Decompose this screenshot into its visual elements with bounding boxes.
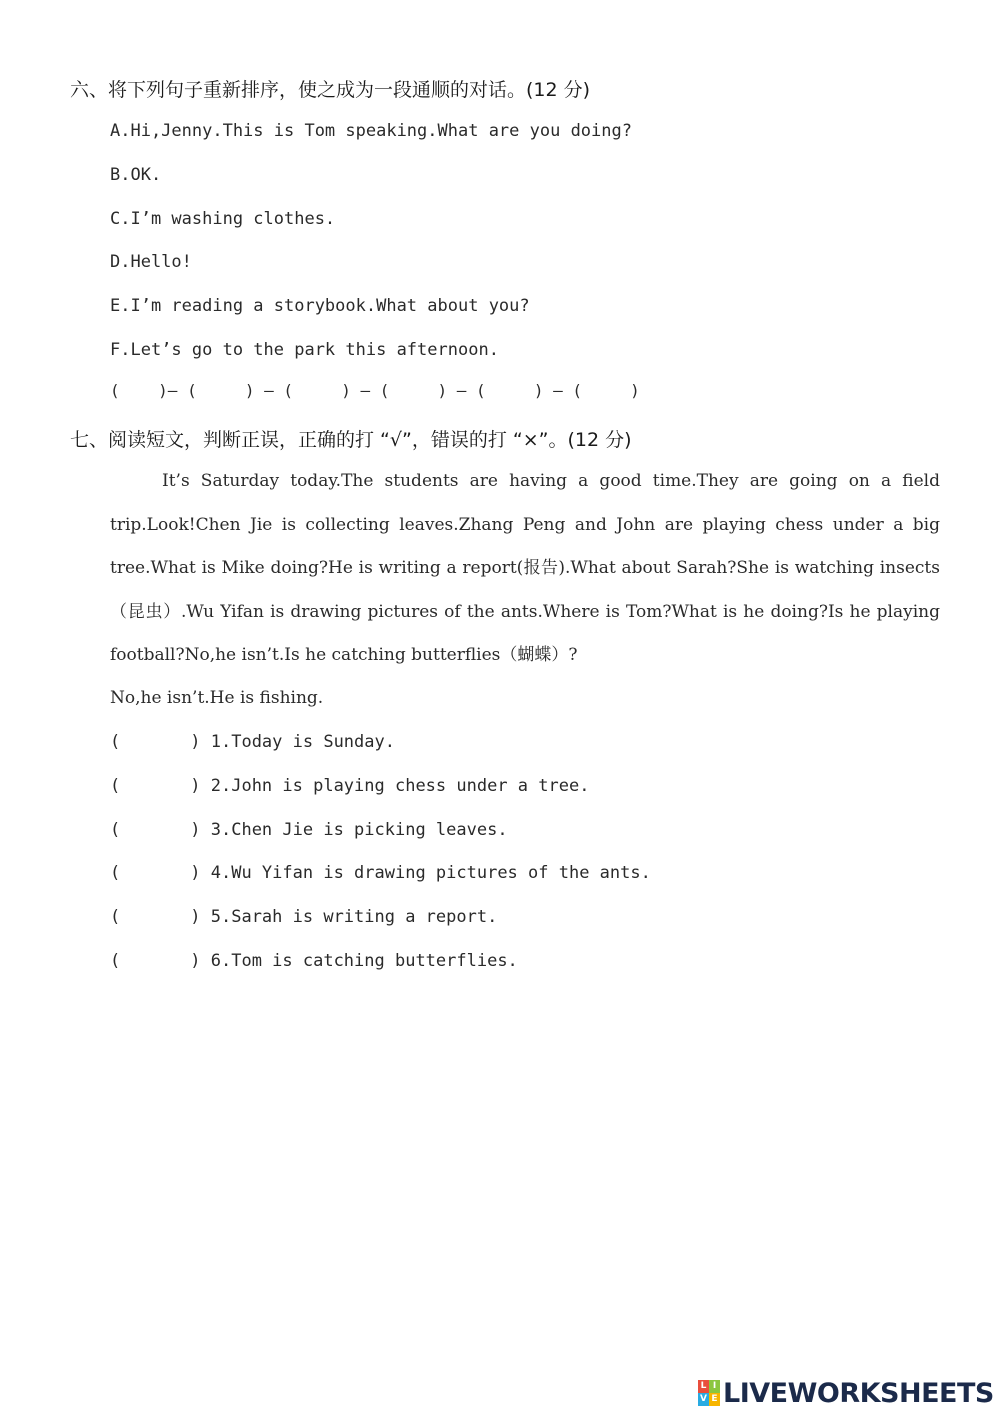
logo-text: LIVEWORKSHEETS <box>723 1377 994 1409</box>
answer-blank[interactable]: ( <box>110 776 121 796</box>
answer-blank[interactable]: ( <box>110 863 121 883</box>
answer-blank[interactable]: ( <box>110 907 121 927</box>
option-a: A.Hi,Jenny.This is Tom speaking.What are you doing? <box>110 121 632 141</box>
answer-blank[interactable]: ( <box>110 732 121 752</box>
option-e: E.I’m reading a storybook.What about you? <box>110 296 530 316</box>
option-f: F.Let’s go to the park this afternoon. <box>110 340 499 360</box>
question-text: 1.Today is Sunday. <box>210 732 395 752</box>
answer-blank[interactable]: ( <box>110 820 121 840</box>
question-text: 4.Wu Yifan is drawing pictures of the ants. <box>210 863 651 883</box>
liveworksheets-logo[interactable] <box>698 1378 994 1408</box>
question-row: ( ) 1.Today is Sunday. <box>110 732 395 752</box>
answer-blank[interactable]: ( <box>110 951 121 971</box>
reading-passage-last-line: No,he isn’t.He is fishing. <box>110 688 324 708</box>
option-b: B.OK. <box>110 165 162 185</box>
option-c: C.I’m washing clothes. <box>110 209 336 229</box>
section6-heading: 六、将下列句子重新排序，使之成为一段通顺的对话。(12 分) <box>70 79 591 101</box>
liveworksheets-logo-icon: L I V E <box>698 1380 720 1406</box>
question-row: ( ) 3.Chen Jie is picking leaves. <box>110 820 508 840</box>
order-answer-row[interactable]: ( )— ( ) — ( ) — ( ) — ( ) — ( ) <box>110 381 640 400</box>
question-text: 5.Sarah is writing a report. <box>210 907 498 927</box>
question-row: ( ) 5.Sarah is writing a report. <box>110 907 498 927</box>
section7-heading: 七、阅读短文，判断正误，正确的打 “√”，错误的打 “×”。(12 分) <box>70 429 632 451</box>
reading-passage: It’s Saturday today.The students are having a good time.They are going on a field trip.Look!Chen Jie is collecting leaves.Zhang Peng and John are playing chess under a big tree.What is Mike doing?He is writing a report(报告).What about Sarah?She is watching insects（昆虫）.Wu Yifan is drawing pictures of the ants.Where is Tom?What is he doing?Is he playing football?No,he isn’t.Is he catching butterflies（蝴蝶）? <box>110 471 940 666</box>
question-text: 2.John is playing chess under a tree. <box>210 776 590 796</box>
question-row: ( ) 4.Wu Yifan is drawing pictures of the ants. <box>110 863 651 883</box>
question-text: 6.Tom is catching butterflies. <box>210 951 518 971</box>
option-d: D.Hello! <box>110 252 192 272</box>
question-row: ( ) 2.John is playing chess under a tree. <box>110 776 590 796</box>
question-text: 3.Chen Jie is picking leaves. <box>210 820 508 840</box>
question-row: ( ) 6.Tom is catching butterflies. <box>110 951 518 971</box>
